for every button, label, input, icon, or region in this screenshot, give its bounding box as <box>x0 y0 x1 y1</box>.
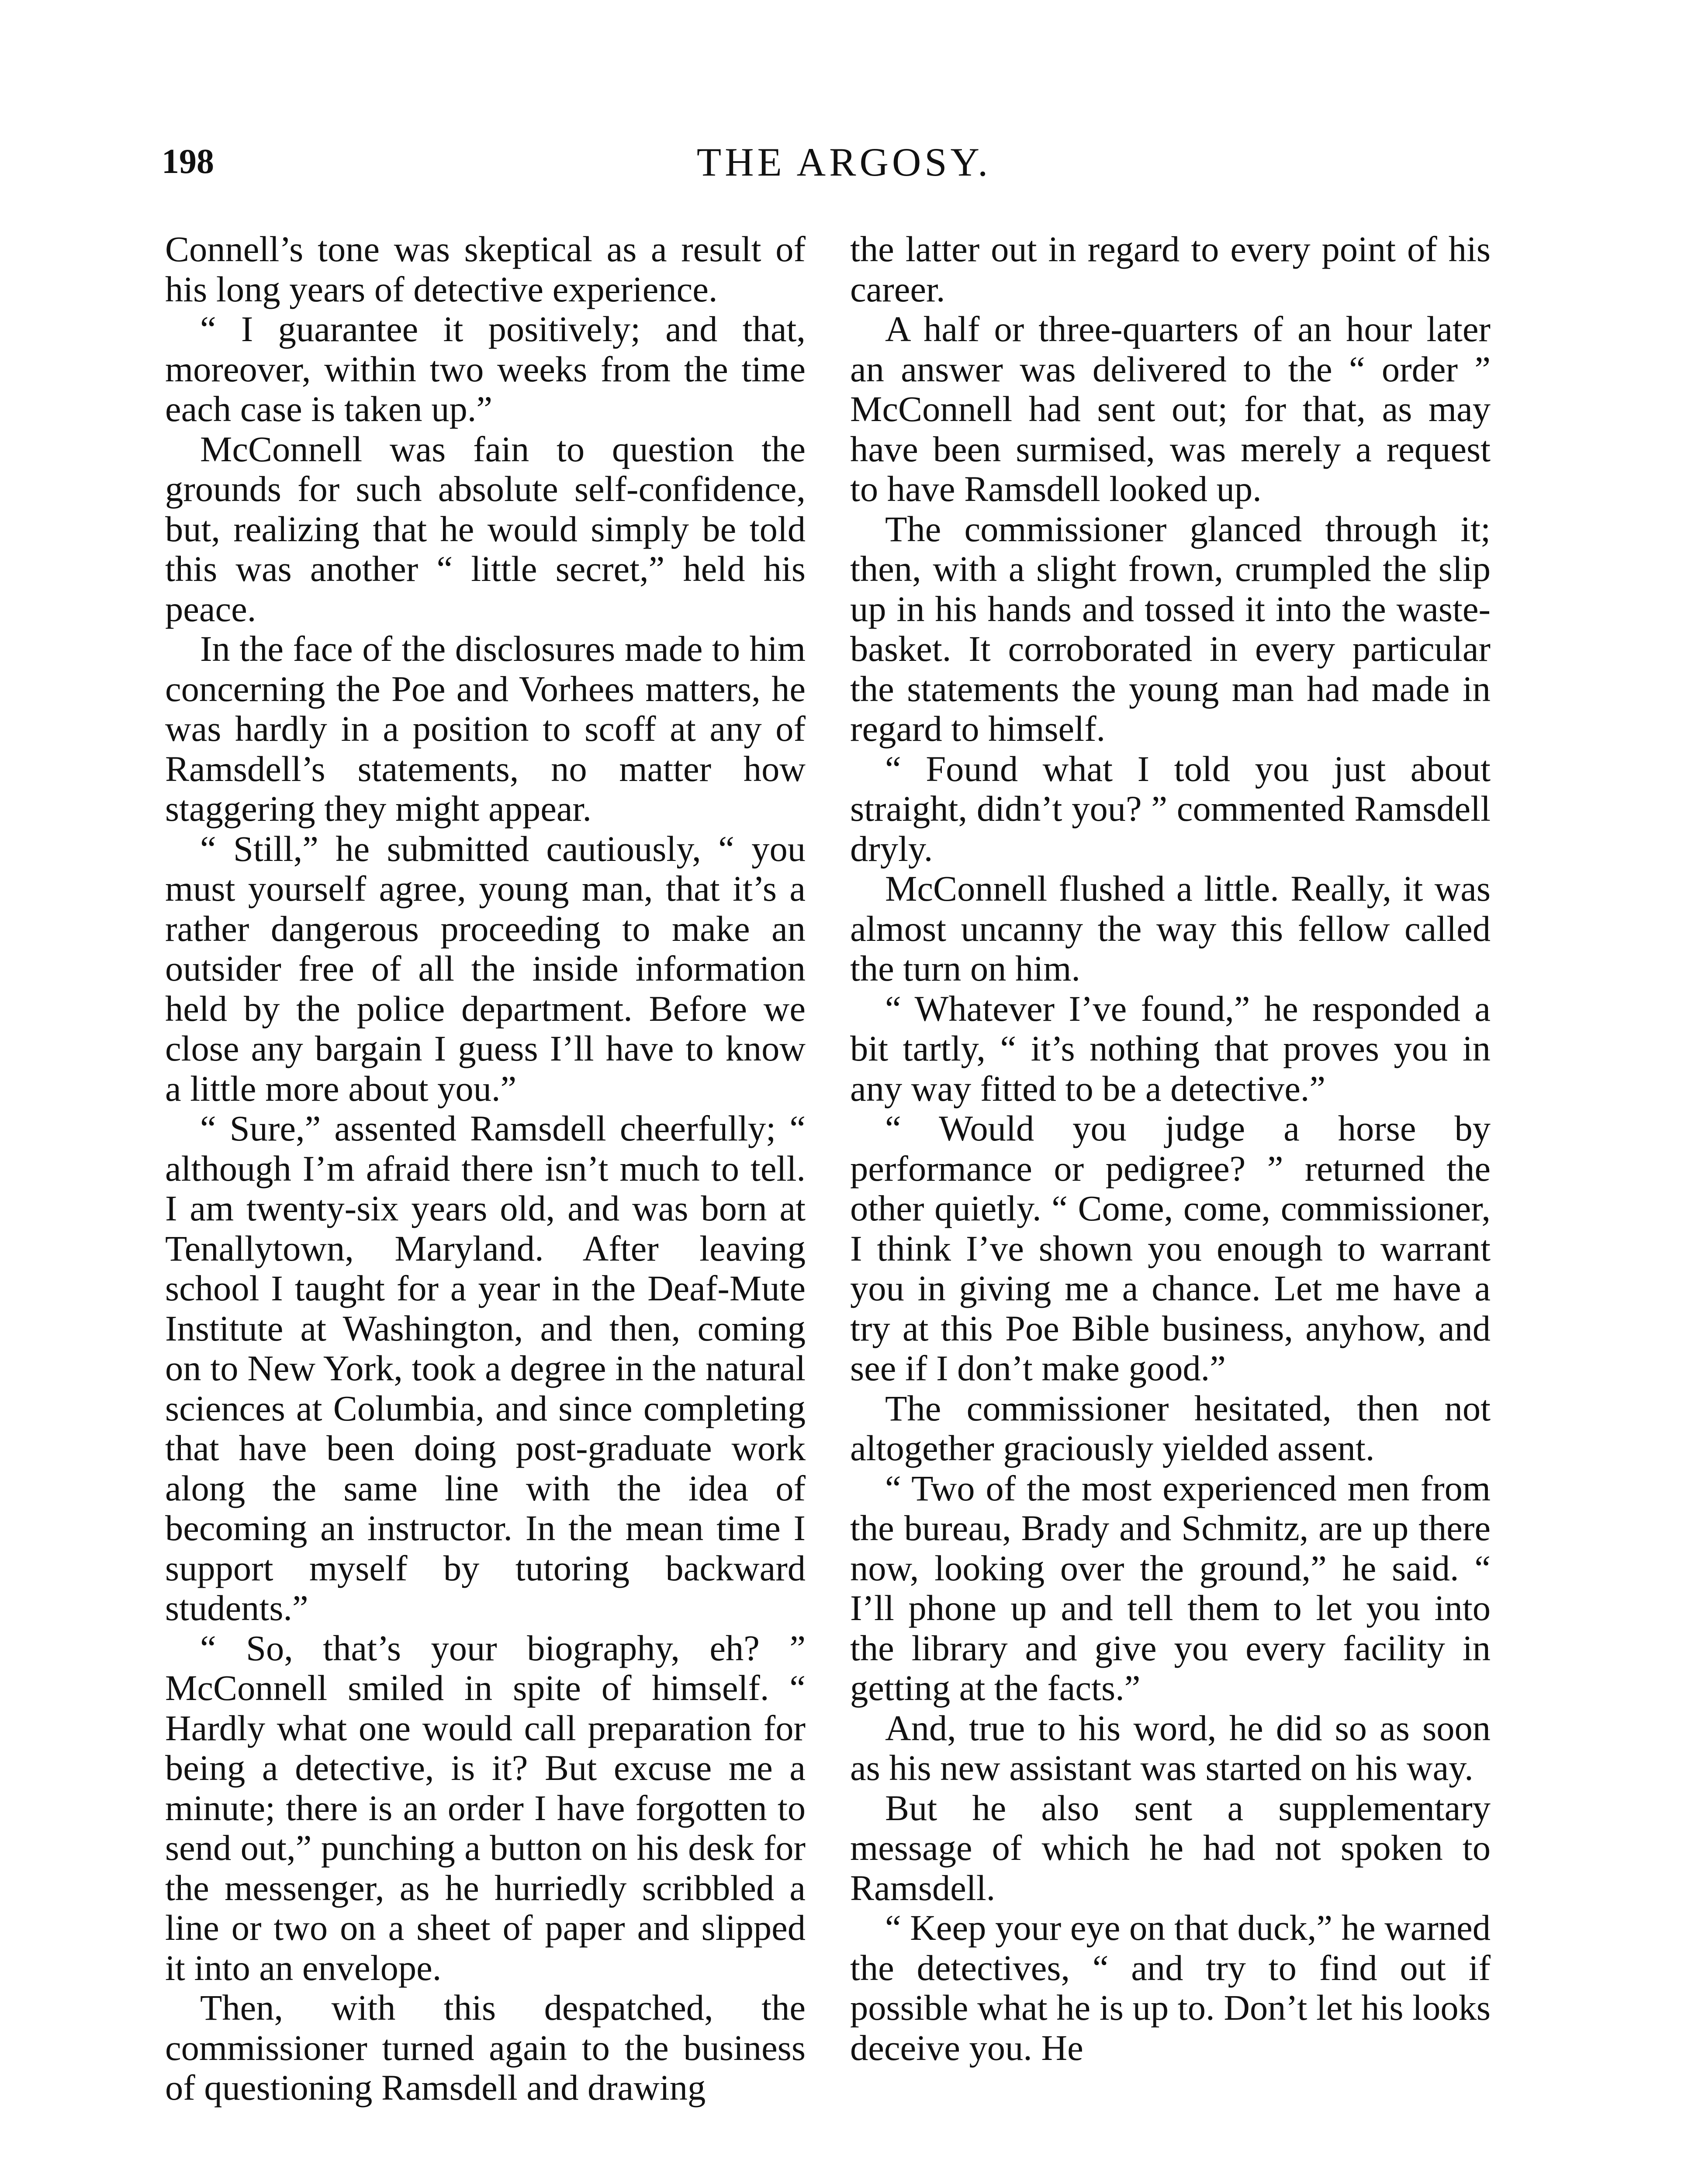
paragraph: “ Sure,” assented Ramsdell cheerfully; “ although I’m afraid there isn’t much to tell. I am twenty-six years old, and was born at Tenallytown, Maryland. After leaving school I taught for a year in the Deaf-Mute Institute at Washington, and then, coming on to New York, took a degree in the natural sciences at Columbia, and since completing that have been doing post-graduate work along the same line with the idea of becoming an instructor. In the mean time I support myself by tutoring backward students.” <box>165 1108 806 1628</box>
left-column <box>165 229 806 2108</box>
paragraph: “ Whatever I’ve found,” he responded a bit tartly, “ it’s nothing that proves you in any way fitted to be a detective.” <box>850 988 1491 1109</box>
paragraph: “ I guarantee it positively; and that, moreover, within two weeks from the time each case is taken up.” <box>165 309 806 429</box>
page-number: 198 <box>162 142 214 181</box>
paragraph: “ Two of the most experienced men from the bureau, Brady and Schmitz, are up there now, looking over the ground,” he said. “ I’ll phone up and tell them to let you into the library and give you every facility in getting at the facts.” <box>850 1468 1491 1708</box>
paragraph: the latter out in regard to every point of his career. <box>850 229 1491 309</box>
paragraph: Connell’s tone was skeptical as a result of his long years of detective experience. <box>165 229 806 309</box>
paragraph: The commissioner hesitated, then not altogether graciously yielded assent. <box>850 1388 1491 1468</box>
paragraph: A half or three-quarters of an hour later an answer was delivered to the “ order ” McConnell had sent out; for that, as may have been surmised, was merely a request to have Ramsdell looked up. <box>850 309 1491 509</box>
paragraph: The commissioner glanced through it; then, with a slight frown, crumpled the slip up in his hands and tossed it into the waste-basket. It corroborated in every particular the statements the young man had made in regard to himself. <box>850 508 1491 749</box>
paragraph: McConnell was fain to question the grounds for such absolute self-confidence, but, realizing that he would simply be told this was another “ little secret,” held his peace. <box>165 429 806 629</box>
paragraph: “ Keep your eye on that duck,” he warned the detectives, “ and try to find out if possible what he is up to. Don’t let his looks deceive you. He <box>850 1908 1491 2068</box>
paragraph: “ Would you judge a horse by performance or pedigree? ” returned the other quietly. “ Come, come, commissioner, I think I’ve shown you enough to warrant you in giving me a chance. Let me have a try at this Poe Bible business, anyhow, and see if I don’t make good.” <box>850 1108 1491 1388</box>
running-title: THE ARGOSY. <box>696 140 992 184</box>
paragraph: Then, with this despatched, the commissioner turned again to the business of questioning Ramsdell and drawing <box>165 1987 806 2108</box>
paragraph: But he also sent a supplementary message of which he had not spoken to Ramsdell. <box>850 1787 1491 1908</box>
paragraph: And, true to his word, he did so as soon as his new assistant was started on his way. <box>850 1707 1491 1788</box>
paragraph: McConnell flushed a little. Really, it was almost uncanny the way this fellow called the turn on him. <box>850 868 1491 988</box>
paragraph: In the face of the disclosures made to him concerning the Poe and Vorhees matters, he was hardly in a position to scoff at any of Ramsdell’s statements, no matter how staggering they might appear. <box>165 629 806 829</box>
right-column <box>850 229 1491 2068</box>
paragraph: “ Found what I told you just about straight, didn’t you? ” commented Ramsdell dryly. <box>850 748 1491 869</box>
paragraph: “ Still,” he submitted cautiously, “ you must yourself agree, young man, that it’s a rather dangerous proceeding to make an outsider free of all the inside information held by the police department. Before we close any bargain I guess I’ll have to know a little more about you.” <box>165 828 806 1109</box>
paragraph: “ So, that’s your biography, eh? ” McConnell smiled in spite of himself. “ Hardly what one would call preparation for being a detective, is it? But excuse me a minute; there is an order I have forgotten to send out,” punching a button on his desk for the messenger, as he hurriedly scribbled a line or two on a sheet of paper and slipped it into an envelope. <box>165 1628 806 1988</box>
